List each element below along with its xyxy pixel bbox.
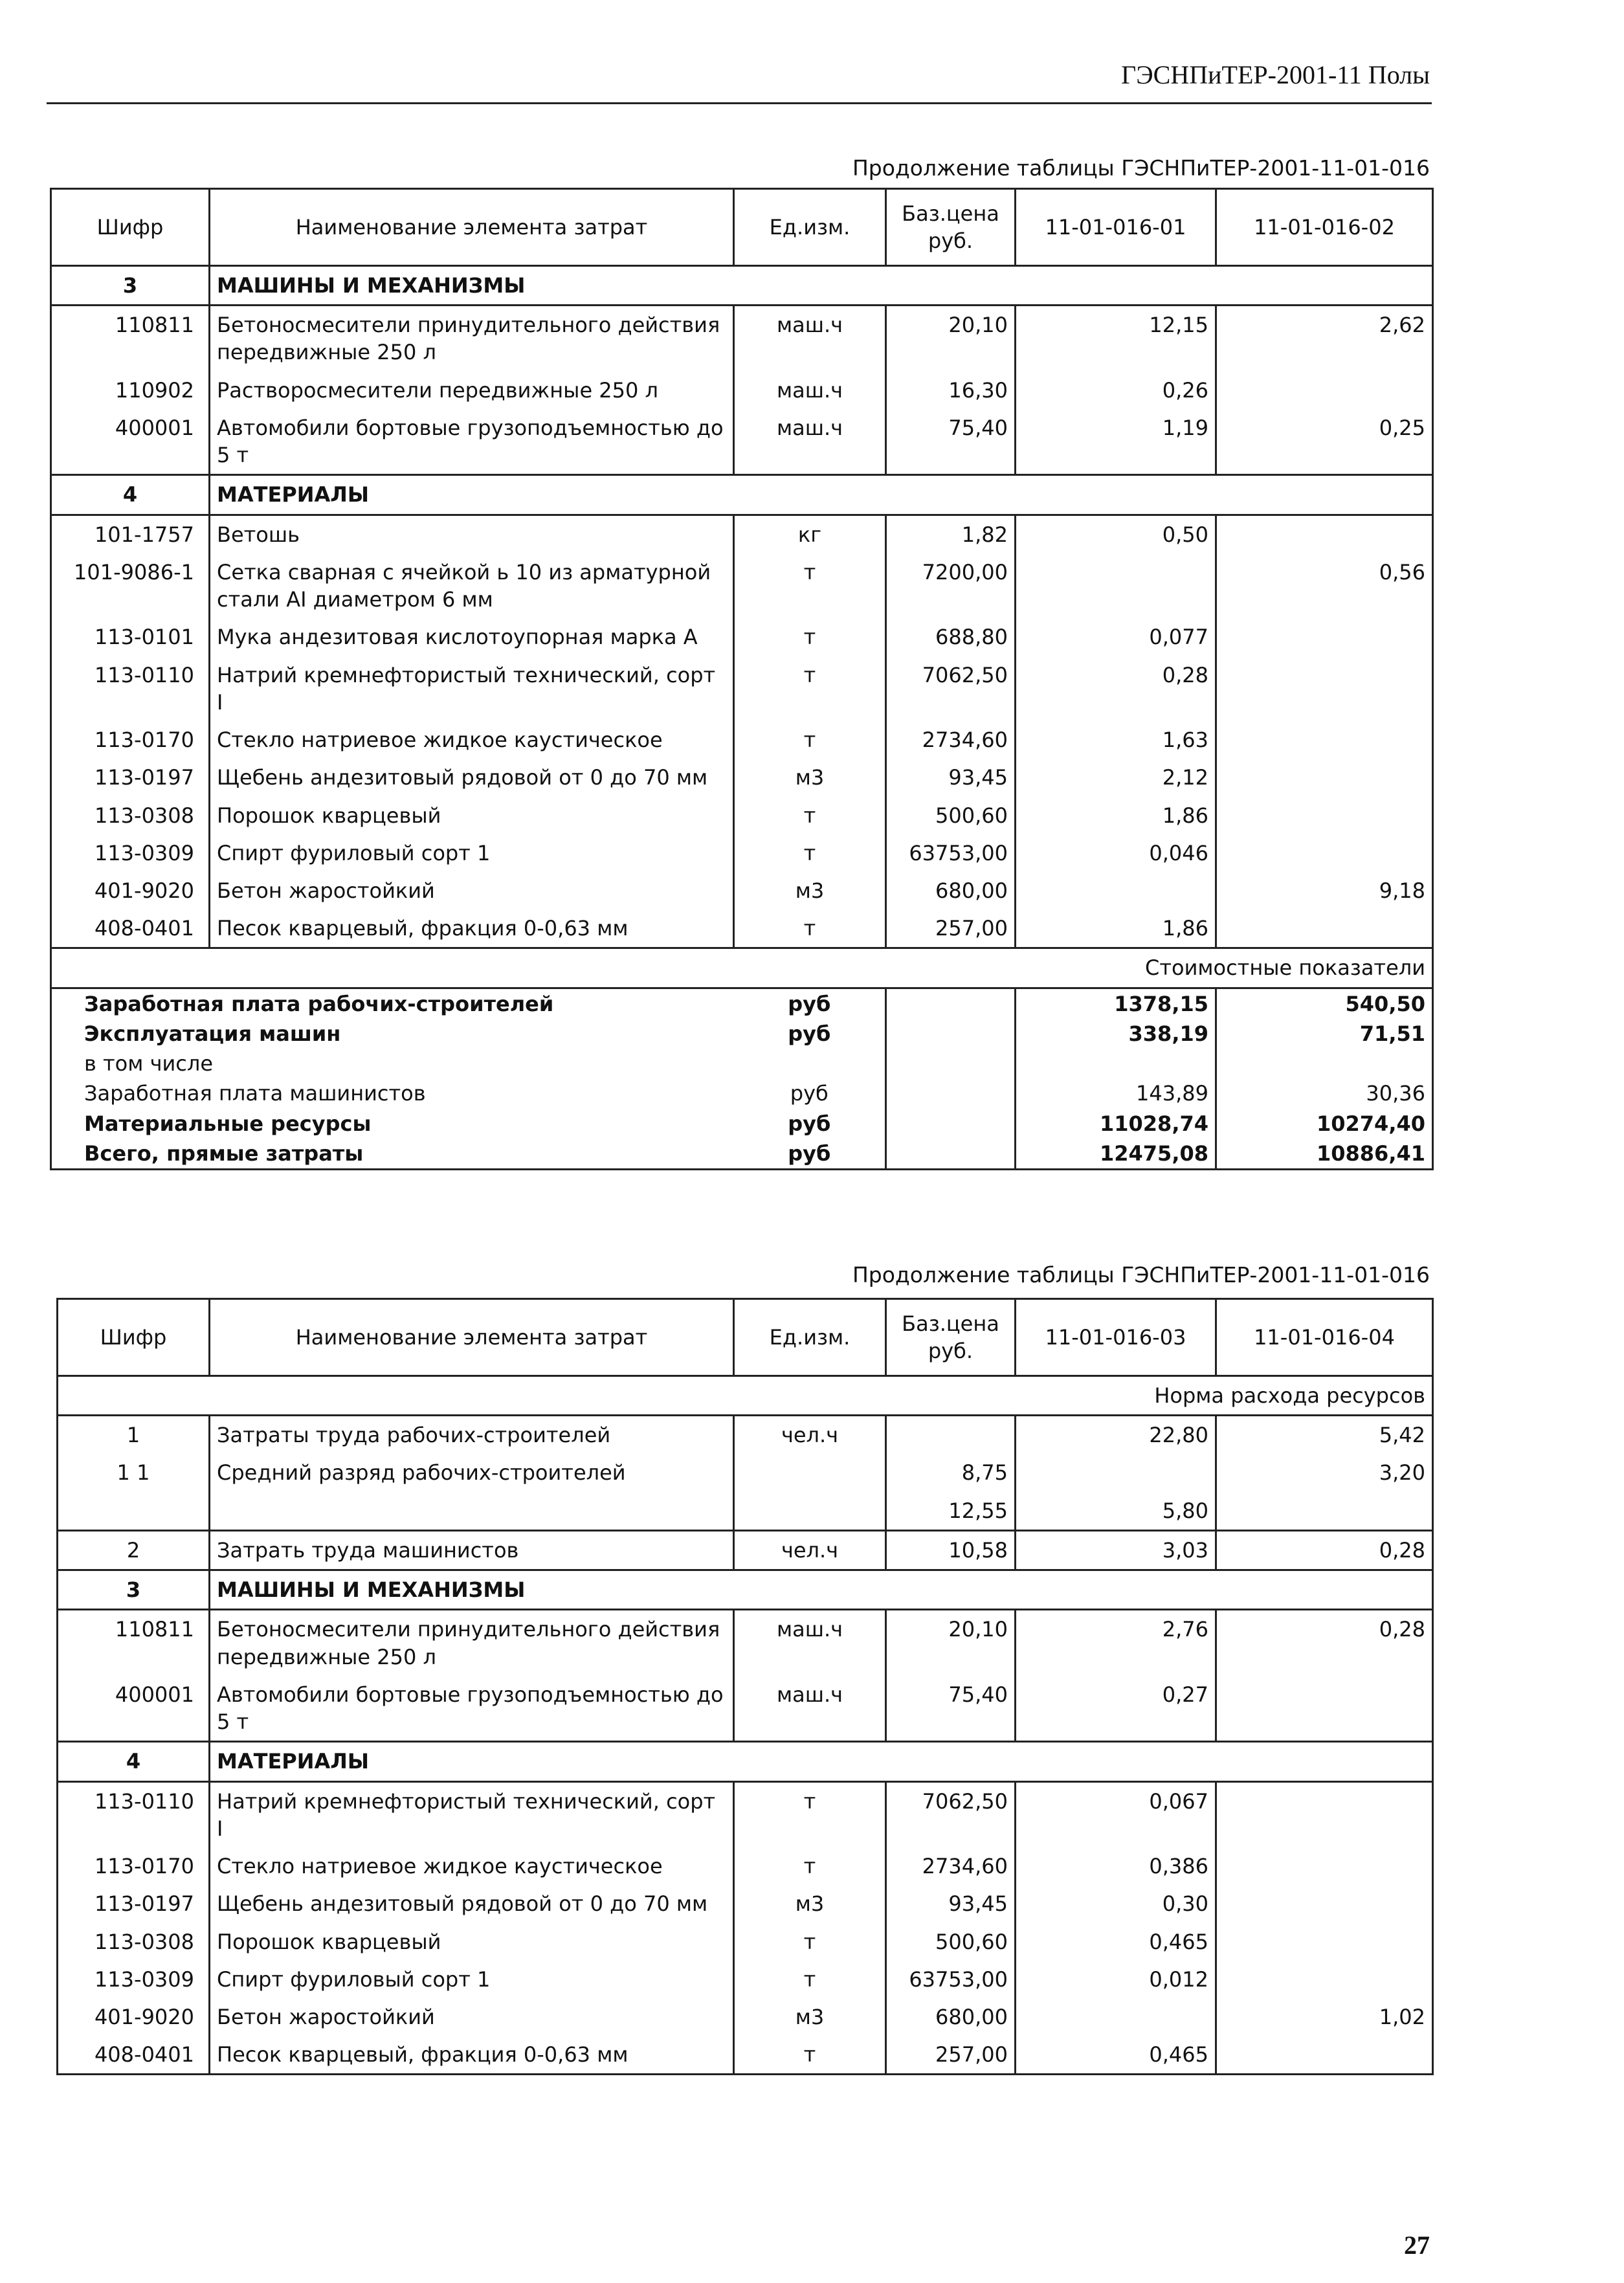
row-price: 257,00 — [886, 2036, 1016, 2075]
row-unit: маш.ч — [734, 409, 886, 475]
row-value-2: 3,20 — [1216, 1454, 1433, 1491]
row-name: Стекло натриевое жидкое каустическое — [210, 721, 734, 759]
row-value-1 — [1016, 553, 1216, 618]
norm-note-row — [58, 1376, 1433, 1416]
row-value-1: 0,386 — [1016, 1847, 1216, 1885]
row-unit: т — [734, 1961, 886, 1998]
row-code: 400001 — [51, 409, 210, 475]
row-name — [210, 1492, 734, 1531]
row-price: 2734,60 — [886, 721, 1016, 759]
column-header: Баз.цена руб. — [886, 1299, 1016, 1376]
row-code: 113-0197 — [58, 1885, 210, 1922]
row-value-1: 2,76 — [1016, 1610, 1216, 1676]
row-name: Бетон жаростойкий — [210, 1998, 734, 2036]
summary-row — [51, 1139, 1433, 1170]
row-value-2: 0,25 — [1216, 409, 1433, 475]
summary-price-empty — [886, 1049, 1016, 1078]
row-code: 401-9020 — [51, 872, 210, 909]
row-value-2 — [1216, 759, 1433, 796]
row-value-2 — [1216, 2036, 1433, 2075]
row-name: Растворосмесители передвижные 250 л — [210, 372, 734, 409]
row-code: 101-9086-1 — [51, 553, 210, 618]
column-header: Баз.цена руб. — [886, 189, 1016, 266]
row-code: 110902 — [51, 372, 210, 409]
row-price: 2734,60 — [886, 1847, 1016, 1885]
column-header: Шифр — [58, 1299, 210, 1376]
table-header-row — [58, 1299, 1433, 1376]
table-row — [51, 909, 1433, 948]
table2-caption: Продолжение таблицы ГЭСНПиТЕР-2001-11-01-016 — [852, 1262, 1430, 1287]
row-code: 113-0309 — [51, 834, 210, 872]
summary-row — [51, 1078, 1433, 1108]
row-price: 1,82 — [886, 515, 1016, 553]
summary-value-1: 1378,15 — [1016, 988, 1216, 1019]
row-value-2: 2,62 — [1216, 306, 1433, 372]
row-name: Затраты труда рабочих-строителей — [210, 1416, 734, 1454]
summary-label: Всего, прямые затраты — [84, 1141, 364, 1166]
row-price: 257,00 — [886, 909, 1016, 948]
summary-value-2: 10274,40 — [1216, 1109, 1433, 1139]
row-value-2 — [1216, 515, 1433, 553]
row-unit: т — [734, 1847, 886, 1885]
row-value-1: 0,012 — [1016, 1961, 1216, 1998]
norm-note: Норма расхода ресурсов — [58, 1376, 1433, 1416]
row-value-1: 0,077 — [1016, 618, 1216, 656]
row-price: 7062,50 — [886, 1781, 1016, 1847]
column-header: 11-01-016-04 — [1216, 1299, 1433, 1376]
summary-value-1: 143,89 — [1016, 1078, 1216, 1108]
row-code: 408-0401 — [51, 909, 210, 948]
summary-price-empty — [886, 1019, 1016, 1049]
summary-value-1: 11028,74 — [1016, 1109, 1216, 1139]
row-value-1: 0,30 — [1016, 1885, 1216, 1922]
section-title: МАШИНЫ И МЕХАНИЗМЫ — [210, 266, 1433, 306]
summary-value-1: 338,19 — [1016, 1019, 1216, 1049]
row-name: Натрий кремнефтористый технический, сорт I — [210, 1781, 734, 1847]
row-value-2 — [1216, 1492, 1433, 1531]
row-price: 12,55 — [886, 1492, 1016, 1531]
table-row — [51, 721, 1433, 759]
row-code: 113-0101 — [51, 618, 210, 656]
row-name: Бетон жаростойкий — [210, 872, 734, 909]
row-value-2 — [1216, 1961, 1433, 1998]
row-code: 113-0308 — [51, 797, 210, 834]
row-unit: маш.ч — [734, 306, 886, 372]
row-name: Мука андезитовая кислотоупорная марка А — [210, 618, 734, 656]
section-title: МАТЕРИАЛЫ — [210, 475, 1433, 515]
table-row — [51, 553, 1433, 618]
table-row — [51, 872, 1433, 909]
row-value-2: 0,28 — [1216, 1610, 1433, 1676]
row-value-2 — [1216, 372, 1433, 409]
summary-value-1 — [1016, 1049, 1216, 1078]
row-unit: т — [734, 618, 886, 656]
section-row — [58, 1570, 1433, 1610]
summary-price-empty — [886, 1139, 1016, 1170]
page-number: 27 — [1404, 2231, 1430, 2260]
row-value-2 — [1216, 834, 1433, 872]
row-value-2: 0,56 — [1216, 553, 1433, 618]
table2 — [56, 1298, 1434, 2075]
running-title: ГЭСНПиТЕР-2001-11 Полы — [1121, 60, 1430, 89]
row-value-1: 0,067 — [1016, 1781, 1216, 1847]
row-unit: т — [734, 1923, 886, 1961]
row-name: Автомобили бортовые грузоподъемностью до 5 т — [210, 409, 734, 475]
table-row — [58, 1492, 1433, 1531]
table-row — [51, 515, 1433, 553]
section-number: 3 — [51, 266, 210, 306]
table1 — [50, 188, 1434, 1170]
header-rule — [47, 102, 1432, 104]
row-unit — [734, 1454, 886, 1491]
section-title: МАШИНЫ И МЕХАНИЗМЫ — [210, 1570, 1433, 1610]
row-value-2 — [1216, 1676, 1433, 1742]
row-unit: т — [734, 797, 886, 834]
row-value-1: 3,03 — [1016, 1530, 1216, 1570]
row-code: 113-0110 — [58, 1781, 210, 1847]
summary-price-empty — [886, 1109, 1016, 1139]
row-code: 101-1757 — [51, 515, 210, 553]
table-row — [51, 306, 1433, 372]
column-header: 11-01-016-02 — [1216, 189, 1433, 266]
table-row — [51, 759, 1433, 796]
row-code: 2 — [58, 1530, 210, 1570]
row-value-2: 9,18 — [1216, 872, 1433, 909]
row-price: 93,45 — [886, 1885, 1016, 1922]
column-header: 11-01-016-03 — [1016, 1299, 1216, 1376]
row-price — [886, 1416, 1016, 1454]
row-value-1 — [1016, 872, 1216, 909]
row-price: 688,80 — [886, 618, 1016, 656]
row-value-2: 1,02 — [1216, 1998, 1433, 2036]
row-price: 680,00 — [886, 872, 1016, 909]
table-row — [51, 834, 1433, 872]
row-value-1: 5,80 — [1016, 1492, 1216, 1531]
row-code: 113-0309 — [58, 1961, 210, 1998]
cost-note-row — [51, 948, 1433, 988]
row-value-2 — [1216, 1885, 1433, 1922]
row-value-1: 0,50 — [1016, 515, 1216, 553]
column-header: Наименование элемента затрат — [210, 189, 734, 266]
row-price: 75,40 — [886, 1676, 1016, 1742]
row-price: 500,60 — [886, 1923, 1016, 1961]
summary-unit: руб — [788, 1141, 831, 1166]
row-name: Щебень андезитовый рядовой от 0 до 70 мм — [210, 759, 734, 796]
table-row — [58, 1961, 1433, 1998]
cost-note: Стоимостные показатели — [51, 948, 1433, 988]
row-price: 63753,00 — [886, 834, 1016, 872]
summary-label: в том числе — [84, 1051, 213, 1076]
summary-price-empty — [886, 1078, 1016, 1108]
row-name: Натрий кремнефтористый технический, сорт I — [210, 656, 734, 721]
row-value-1: 1,63 — [1016, 721, 1216, 759]
row-value-1: 2,12 — [1016, 759, 1216, 796]
row-unit: т — [734, 721, 886, 759]
row-code: 113-0110 — [51, 656, 210, 721]
summary-label: Заработная плата машинистов — [84, 1081, 426, 1106]
row-unit: маш.ч — [734, 1610, 886, 1676]
summary-price-empty — [886, 988, 1016, 1019]
table-row — [58, 1530, 1433, 1570]
table-row — [58, 1781, 1433, 1847]
summary-value-2 — [1216, 1049, 1433, 1078]
section-row — [51, 266, 1433, 306]
section-title: МАТЕРИАЛЫ — [210, 1742, 1433, 1781]
row-name: Бетоносмесители принудительного действия передвижные 250 л — [210, 306, 734, 372]
table-row — [58, 1416, 1433, 1454]
summary-value-1: 12475,08 — [1016, 1139, 1216, 1170]
table-row — [58, 1454, 1433, 1491]
row-value-1: 12,15 — [1016, 306, 1216, 372]
row-name: Бетоносмесители принудительного действия передвижные 250 л — [210, 1610, 734, 1676]
row-price: 500,60 — [886, 797, 1016, 834]
row-unit: кг — [734, 515, 886, 553]
section-row — [51, 475, 1433, 515]
row-unit: м3 — [734, 1885, 886, 1922]
row-unit: маш.ч — [734, 1676, 886, 1742]
section-number: 4 — [58, 1742, 210, 1781]
column-header: Ед.изм. — [734, 189, 886, 266]
column-header: Шифр — [51, 189, 210, 266]
row-value-1 — [1016, 1454, 1216, 1491]
row-value-1: 1,86 — [1016, 797, 1216, 834]
row-unit: т — [734, 656, 886, 721]
row-name: Песок кварцевый, фракция 0-0,63 мм — [210, 909, 734, 948]
summary-row — [51, 1019, 1433, 1049]
row-unit: маш.ч — [734, 372, 886, 409]
row-value-2 — [1216, 1781, 1433, 1847]
row-value-1: 0,046 — [1016, 834, 1216, 872]
row-code: 113-0308 — [58, 1923, 210, 1961]
row-name: Средний разряд рабочих-строителей — [210, 1454, 734, 1491]
table-row — [58, 1998, 1433, 2036]
table-row — [58, 1676, 1433, 1742]
row-price: 16,30 — [886, 372, 1016, 409]
summary-unit: руб — [790, 1081, 829, 1106]
table1-caption: Продолжение таблицы ГЭСНПиТЕР-2001-11-01-016 — [852, 155, 1430, 181]
summary-label: Материальные ресурсы — [84, 1111, 372, 1136]
row-code: 113-0197 — [51, 759, 210, 796]
row-unit: м3 — [734, 1998, 886, 2036]
row-price: 63753,00 — [886, 1961, 1016, 1998]
row-unit: т — [734, 1781, 886, 1847]
row-value-2: 5,42 — [1216, 1416, 1433, 1454]
section-row — [58, 1742, 1433, 1781]
row-unit — [734, 1492, 886, 1531]
row-value-2 — [1216, 656, 1433, 721]
row-name: Ветошь — [210, 515, 734, 553]
row-value-1: 0,28 — [1016, 656, 1216, 721]
row-name: Спирт фуриловый сорт 1 — [210, 834, 734, 872]
row-value-1: 0,465 — [1016, 2036, 1216, 2075]
row-price: 10,58 — [886, 1530, 1016, 1570]
summary-row — [51, 988, 1433, 1019]
summary-unit: руб — [788, 1021, 831, 1046]
section-number: 4 — [51, 475, 210, 515]
row-code: 408-0401 — [58, 2036, 210, 2075]
table-row — [58, 1610, 1433, 1676]
summary-unit — [734, 1049, 886, 1078]
row-price: 7200,00 — [886, 553, 1016, 618]
row-price: 20,10 — [886, 1610, 1016, 1676]
table-row — [51, 618, 1433, 656]
table-row — [58, 1885, 1433, 1922]
summary-value-2: 71,51 — [1216, 1019, 1433, 1049]
summary-unit: руб — [788, 1111, 831, 1136]
row-name: Порошок кварцевый — [210, 1923, 734, 1961]
row-value-2 — [1216, 1847, 1433, 1885]
table-row — [58, 1923, 1433, 1961]
row-code: 113-0170 — [58, 1847, 210, 1885]
row-price: 20,10 — [886, 306, 1016, 372]
row-code: 110811 — [51, 306, 210, 372]
row-value-1: 0,27 — [1016, 1676, 1216, 1742]
row-price: 75,40 — [886, 409, 1016, 475]
row-value-2 — [1216, 797, 1433, 834]
summary-label: Заработная плата рабочих-строителей — [51, 988, 734, 1019]
column-header: Ед.изм. — [734, 1299, 886, 1376]
table-header-row — [51, 189, 1433, 266]
row-code: 401-9020 — [58, 1998, 210, 2036]
row-unit: т — [734, 834, 886, 872]
row-code: 400001 — [58, 1676, 210, 1742]
row-value-2 — [1216, 618, 1433, 656]
table-row — [58, 1847, 1433, 1885]
row-code: 1 — [58, 1416, 210, 1454]
section-number: 3 — [58, 1570, 210, 1610]
row-value-2: 0,28 — [1216, 1530, 1433, 1570]
summary-unit: руб — [734, 988, 886, 1019]
summary-row — [51, 1109, 1433, 1139]
row-value-1: 22,80 — [1016, 1416, 1216, 1454]
summary-label: Эксплуатация машин — [84, 1021, 341, 1046]
row-unit: чел.ч — [734, 1416, 886, 1454]
row-value-1 — [1016, 1998, 1216, 2036]
row-value-1: 0,465 — [1016, 1923, 1216, 1961]
row-code: 1 1 — [58, 1454, 210, 1491]
row-unit: чел.ч — [734, 1530, 886, 1570]
summary-row — [51, 1049, 1433, 1078]
row-name: Автомобили бортовые грузоподъемностью до 5 т — [210, 1676, 734, 1742]
table-row — [58, 2036, 1433, 2075]
summary-value-2: 10886,41 — [1216, 1139, 1433, 1170]
row-unit: т — [734, 553, 886, 618]
row-value-1: 1,19 — [1016, 409, 1216, 475]
row-price: 680,00 — [886, 1998, 1016, 2036]
summary-value-2: 540,50 — [1216, 988, 1433, 1019]
row-name: Сетка сварная с ячейкой ь 10 из арматурной стали AI диаметром 6 мм — [210, 553, 734, 618]
table-row — [51, 372, 1433, 409]
row-value-2 — [1216, 721, 1433, 759]
row-value-2 — [1216, 909, 1433, 948]
summary-value-2: 30,36 — [1216, 1078, 1433, 1108]
row-unit: т — [734, 2036, 886, 2075]
row-unit: т — [734, 909, 886, 948]
row-unit: м3 — [734, 759, 886, 796]
column-header: 11-01-016-01 — [1016, 189, 1216, 266]
row-name: Порошок кварцевый — [210, 797, 734, 834]
row-value-1: 0,26 — [1016, 372, 1216, 409]
row-code: 113-0170 — [51, 721, 210, 759]
column-header: Наименование элемента затрат — [210, 1299, 734, 1376]
row-value-1: 1,86 — [1016, 909, 1216, 948]
row-name: Щебень андезитовый рядовой от 0 до 70 мм — [210, 1885, 734, 1922]
table-row — [51, 656, 1433, 721]
table-row — [51, 409, 1433, 475]
row-name: Стекло натриевое жидкое каустическое — [210, 1847, 734, 1885]
row-price: 8,75 — [886, 1454, 1016, 1491]
row-code — [58, 1492, 210, 1531]
row-code: 110811 — [58, 1610, 210, 1676]
row-name: Затрать труда машинистов — [210, 1530, 734, 1570]
row-unit: м3 — [734, 872, 886, 909]
row-value-2 — [1216, 1923, 1433, 1961]
row-name: Спирт фуриловый сорт 1 — [210, 1961, 734, 1998]
row-price: 7062,50 — [886, 656, 1016, 721]
row-name: Песок кварцевый, фракция 0-0,63 мм — [210, 2036, 734, 2075]
table-row — [51, 797, 1433, 834]
row-price: 93,45 — [886, 759, 1016, 796]
